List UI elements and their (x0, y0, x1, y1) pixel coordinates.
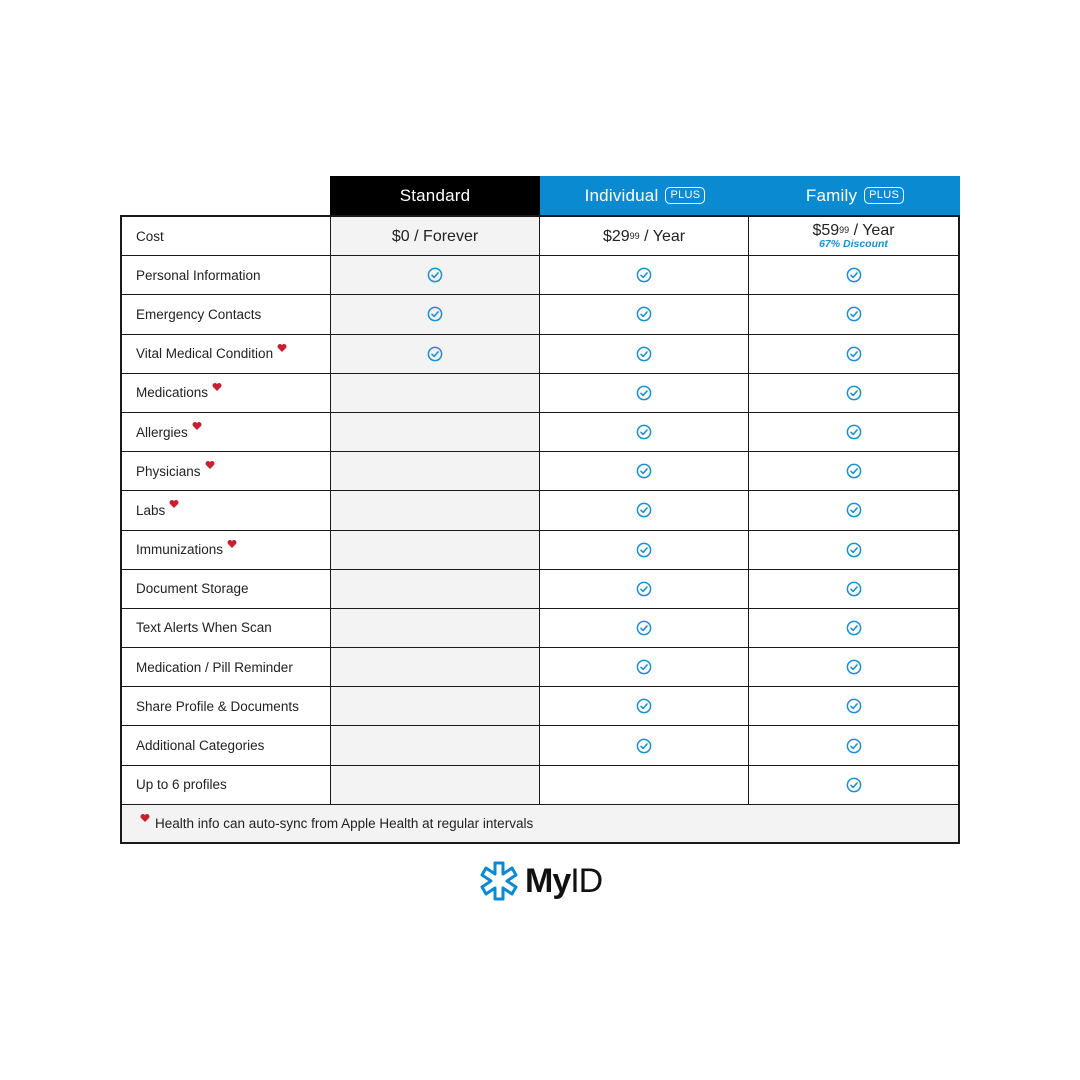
feature-cell-family (749, 335, 958, 373)
feature-label: Immunizations (136, 542, 224, 558)
price-text (812, 223, 894, 250)
heart-icon (227, 539, 237, 549)
feature-label: Document Storage (136, 581, 249, 597)
feature-cell-standard (331, 491, 540, 529)
feature-cell-individual (540, 609, 749, 647)
price-period: / Year (639, 227, 686, 245)
feature-cell-family (749, 413, 958, 451)
logo-text-bold: My (525, 861, 571, 900)
row-label (122, 766, 331, 804)
check-circle-icon (636, 346, 652, 362)
cost-standard (331, 217, 540, 255)
price-dollars: $29 (602, 227, 630, 245)
feature-label: Physicians (136, 463, 201, 479)
feature-cell-individual (540, 766, 749, 804)
feature-row (122, 335, 958, 374)
row-label (122, 413, 331, 451)
price-text (603, 229, 685, 244)
feature-cell-individual (540, 374, 749, 412)
plan-name: Standard (399, 185, 471, 205)
feature-cell-family (749, 609, 958, 647)
feature-cell-standard (331, 531, 540, 569)
footnote-text: Health info can auto-sync from Apple Health at regular intervals (155, 815, 534, 831)
feature-label: Share Profile & Documents (136, 698, 299, 714)
cost-row (122, 217, 958, 256)
feature-label: Additional Categories (136, 738, 265, 754)
plan-name: Individual (584, 185, 659, 205)
feature-row (122, 687, 958, 726)
feature-row (122, 648, 958, 687)
plan-header-row (330, 176, 960, 215)
feature-row (122, 609, 958, 648)
row-label (122, 531, 331, 569)
feature-row (122, 452, 958, 491)
check-circle-icon (636, 463, 652, 479)
row-label: Cost (122, 217, 331, 255)
heart-icon (205, 460, 215, 470)
myid-logo (478, 860, 602, 902)
row-label (122, 374, 331, 412)
cost-individual (540, 217, 749, 255)
check-circle-icon (427, 267, 443, 283)
feature-cell-standard (331, 413, 540, 451)
check-circle-icon (846, 463, 862, 479)
feature-cell-individual (540, 452, 749, 490)
plus-badge: PLUS (665, 187, 705, 204)
check-circle-icon (846, 267, 862, 283)
heart-icon (192, 421, 202, 431)
feature-cell-family (749, 452, 958, 490)
check-circle-icon (846, 738, 862, 754)
check-circle-icon (846, 502, 862, 518)
feature-cell-standard (331, 766, 540, 804)
feature-label: Personal Information (136, 267, 261, 283)
feature-cell-individual (540, 335, 749, 373)
row-label (122, 687, 331, 725)
row-label (122, 570, 331, 608)
logo-text (525, 862, 602, 901)
price-cents: 99 (839, 224, 850, 235)
check-circle-icon (636, 502, 652, 518)
feature-label: Medications (136, 385, 209, 401)
check-circle-icon (846, 385, 862, 401)
check-circle-icon (636, 738, 652, 754)
row-label (122, 452, 331, 490)
check-circle-icon (427, 306, 443, 322)
feature-cell-family (749, 374, 958, 412)
plan-header-standard (330, 176, 540, 215)
feature-cell-family (749, 726, 958, 764)
heart-icon (277, 343, 287, 353)
row-label (122, 648, 331, 686)
feature-row (122, 570, 958, 609)
check-circle-icon (846, 581, 862, 597)
feature-label: Up to 6 profiles (136, 777, 227, 793)
row-label (122, 491, 331, 529)
plan-name: Family (805, 185, 858, 205)
feature-cell-family (749, 491, 958, 529)
feature-cell-standard (331, 295, 540, 333)
feature-cell-standard (331, 335, 540, 373)
price-text: $0 / Forever (391, 227, 479, 245)
plan-header-individual (540, 176, 750, 215)
feature-row (122, 531, 958, 570)
feature-cell-standard (331, 374, 540, 412)
price-dollars: $59 (812, 221, 840, 239)
feature-row (122, 491, 958, 530)
feature-label: Allergies (136, 424, 188, 440)
feature-cell-individual (540, 570, 749, 608)
check-circle-icon (636, 542, 652, 558)
feature-cell-individual (540, 256, 749, 294)
cost-family (749, 217, 958, 255)
check-circle-icon (636, 659, 652, 675)
medical-star-icon (478, 860, 520, 902)
feature-cell-individual (540, 413, 749, 451)
feature-cell-family (749, 687, 958, 725)
feature-cell-family (749, 766, 958, 804)
feature-cell-standard (331, 609, 540, 647)
discount-label: 67% Discount (819, 237, 888, 250)
feature-cell-individual (540, 648, 749, 686)
check-circle-icon (636, 581, 652, 597)
feature-cell-standard (331, 687, 540, 725)
check-circle-icon (846, 698, 862, 714)
feature-cell-family (749, 648, 958, 686)
feature-row (122, 295, 958, 334)
heart-icon (140, 813, 150, 823)
feature-cell-individual (540, 491, 749, 529)
check-circle-icon (846, 777, 862, 793)
plus-badge: PLUS (864, 187, 904, 204)
row-label (122, 726, 331, 764)
feature-cell-individual (540, 295, 749, 333)
feature-cell-standard (331, 570, 540, 608)
price-cents: 99 (629, 230, 640, 241)
feature-label: Vital Medical Condition (136, 346, 274, 362)
feature-cell-family (749, 295, 958, 333)
feature-cell-standard (331, 726, 540, 764)
check-circle-icon (636, 306, 652, 322)
check-circle-icon (636, 424, 652, 440)
feature-label: Emergency Contacts (136, 306, 262, 322)
feature-label: Labs (136, 502, 166, 518)
feature-cell-individual (540, 726, 749, 764)
heart-icon (169, 499, 179, 509)
check-circle-icon (846, 306, 862, 322)
feature-row (122, 766, 958, 805)
feature-label: Text Alerts When Scan (136, 620, 272, 636)
feature-cell-individual (540, 687, 749, 725)
feature-cell-individual (540, 531, 749, 569)
footnote (120, 805, 960, 844)
feature-row (122, 256, 958, 295)
feature-cell-standard (331, 256, 540, 294)
row-label (122, 295, 331, 333)
feature-label: Medication / Pill Reminder (136, 659, 293, 675)
check-circle-icon (846, 346, 862, 362)
feature-row (122, 374, 958, 413)
check-circle-icon (636, 385, 652, 401)
logo-text-id: ID (570, 861, 603, 900)
check-circle-icon (636, 620, 652, 636)
heart-icon (212, 382, 222, 392)
feature-grid (120, 215, 960, 805)
check-circle-icon (846, 620, 862, 636)
row-label (122, 335, 331, 373)
pricing-table (120, 176, 960, 844)
check-circle-icon (846, 424, 862, 440)
row-label (122, 609, 331, 647)
check-circle-icon (636, 698, 652, 714)
feature-cell-standard (331, 648, 540, 686)
feature-row (122, 726, 958, 765)
price-period: / Year (849, 221, 895, 239)
check-circle-icon (427, 346, 443, 362)
feature-cell-family (749, 256, 958, 294)
feature-cell-family (749, 570, 958, 608)
row-label (122, 256, 331, 294)
check-circle-icon (636, 267, 652, 283)
feature-row (122, 413, 958, 452)
feature-cell-family (749, 531, 958, 569)
check-circle-icon (846, 659, 862, 675)
check-circle-icon (846, 542, 862, 558)
feature-cell-standard (331, 452, 540, 490)
plan-header-family (750, 176, 960, 215)
